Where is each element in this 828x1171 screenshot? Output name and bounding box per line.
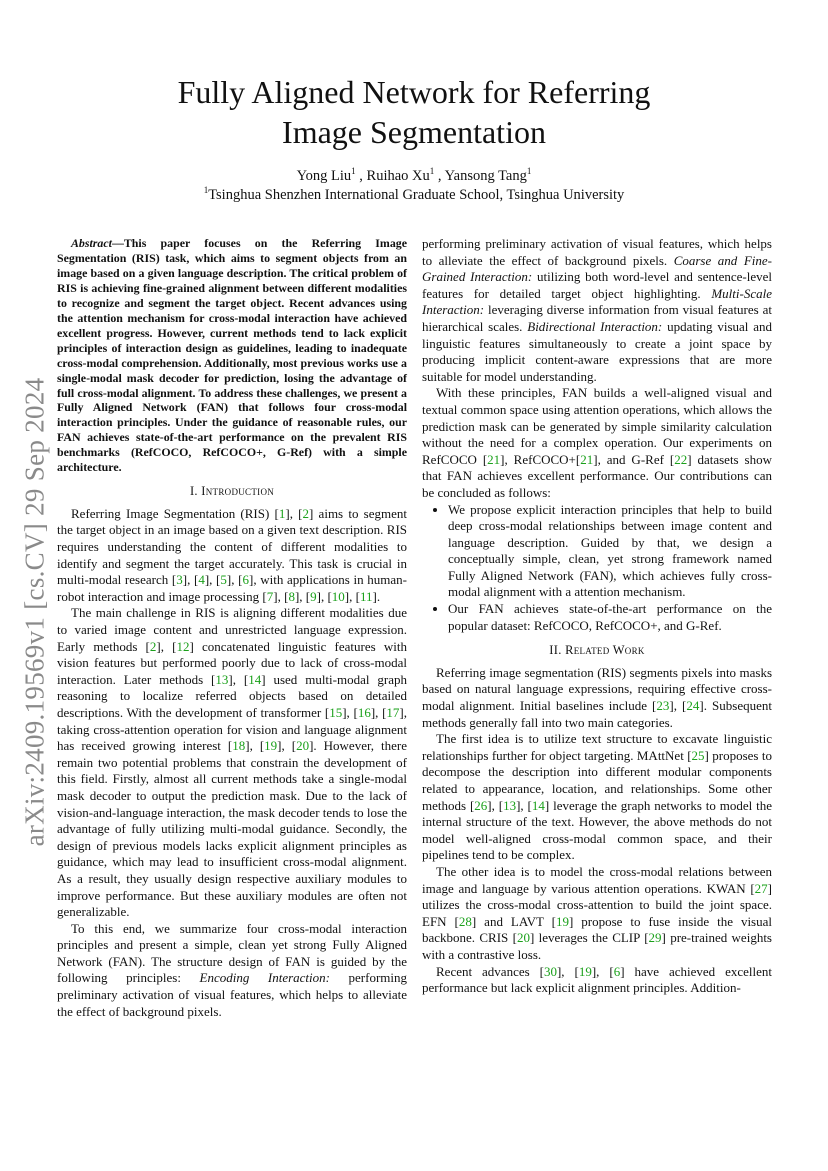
citation-link[interactable]: 16 xyxy=(357,704,371,720)
paragraph: The other idea is to model the cross-modal relations between image and language by various attention operations. KWAN [27] utilizes the cross-modal cross-attention to build the joint space. EFN [28] and LAVT [19] propose to fuse inside the visual backbone. CRIS [20] leverages the CLIP [29] pre-trained weights with a contrastive loss. xyxy=(422,863,772,962)
author-list: Yong Liu$^1$ , Ruihao Xu$^1$ , Yansong Tang$^1$ xyxy=(296,166,532,184)
citation-link[interactable]: 6 xyxy=(242,572,249,588)
paper-title xyxy=(100,72,728,152)
paragraph: Referring image segmentation (RIS) segments pixels into masks based on natural language expressions, requiring effective cross-modal alignment. Initial baselines include [23], [24]. Subsequent methods generally fall into two main categories. xyxy=(422,664,772,730)
citation-link[interactable]: 30 xyxy=(543,963,557,979)
section-heading-related-work: II. Related Work xyxy=(549,643,645,658)
citation-link[interactable]: 19 xyxy=(555,913,569,929)
citation-link[interactable]: 27 xyxy=(754,880,768,896)
citation-link[interactable]: 18 xyxy=(232,738,246,754)
citation-link[interactable]: 2 xyxy=(302,505,309,521)
arxiv-identifier: arXiv:2409.19569v1 [cs.CV] 29 Sep 2024 xyxy=(19,377,50,847)
affiliation: $^1$Tsinghua Shenzhen International Graduate School, Tsinghua University xyxy=(203,185,625,203)
abstract: Abstract—This paper focuses on the Referring Image Segmentation (RIS) task, which aims to segment objects from an image based on a given language description. The critical problem of RIS is achieving fine-grained alignment between different modalities to recognize and segment the target object. Recent advances using the attention mechanism for cross-modal interaction have achieved excellent progress. However, current methods tend to lack explicit principles of interaction design as guidelines, leading to inadequate cross-modal comprehension. Additionally, most previous works use a single-modal mask decoder for prediction, losing the advantage of full cross-modal alignment. To address these challenges, we present a Fully Aligned Network (FAN) that follows four cross-modal interaction principles. Under the guidance of reasonable rules, our FAN achieves state-of-the-art performance on the prevalent RIS benchmarks (RefCOCO, RefCOCO+, G-Ref) with a simple architecture. xyxy=(57,236,407,475)
citation-link[interactable]: 17 xyxy=(386,704,400,720)
abstract-label: Abstract xyxy=(71,236,112,250)
author-name: Ruihao Xu xyxy=(366,168,430,184)
citation-link[interactable]: 14 xyxy=(531,797,545,813)
citation-link[interactable]: 13 xyxy=(215,671,229,687)
citation-link[interactable]: 3 xyxy=(176,572,183,588)
citation-link[interactable]: 21 xyxy=(487,451,501,467)
list-item: • Our FAN achieves state-of-the-art performance on the popular dataset: RefCOCO, RefCOCO+, and G-Ref. xyxy=(448,601,772,634)
citation-link[interactable]: 6 xyxy=(613,963,621,979)
citation-link[interactable]: 20 xyxy=(516,930,530,946)
citation-link[interactable]: 5 xyxy=(220,572,227,588)
citation-link[interactable]: 14 xyxy=(248,671,262,687)
citation-link[interactable]: 12 xyxy=(176,638,190,654)
citation-link[interactable]: 22 xyxy=(674,451,688,467)
paragraph: With these principles, FAN builds a well-aligned visual and textual common space using attention operations, which allows the prediction mask can be generated by simple similarity calculation without the need for a complex operation. Our experiments on RefCOCO [21], RefCOCO+[21], and G-Ref [22] datasets show that FAN achieves excellent performance. Our contributions can be concluded as follows: xyxy=(422,385,772,500)
author-name: Yong Liu xyxy=(296,168,352,184)
paragraph: Recent advances [30], [19], [6] have achieved excellent performance but lack explicit alignment principles. Addition- xyxy=(422,963,772,996)
citation-link[interactable]: 4 xyxy=(198,572,205,588)
citation-link[interactable]: 8 xyxy=(288,588,295,604)
citation-link[interactable]: 24 xyxy=(686,698,700,714)
paragraph: Referring Image Segmentation (RIS) [1], [2] aims to segment the target object in an image based on a given text description. RIS requires understanding the content of different modalities to identify and segment the target accurately. This task is crucial in multi-modal research [3], [4], [5], [6], with applications in human-robot interaction and image processing [7], [8], [9], [10], [11]. xyxy=(57,505,407,604)
citation-link[interactable]: 20 xyxy=(296,738,310,754)
citation-link[interactable]: 10 xyxy=(331,588,345,604)
citation-link[interactable]: 11 xyxy=(359,588,373,604)
paragraph: To this end, we summarize four cross-modal interaction principles and present a simple, clean yet strong Fully Aligned Network (FAN). The structure design of FAN is guided by the following principles: Encoding Interaction: performing preliminary activation of visual features, which helps to alleviate the effect of background pixels. xyxy=(57,920,408,1019)
citation-link[interactable]: 26 xyxy=(474,797,488,813)
left-column xyxy=(57,236,408,1019)
right-column xyxy=(422,236,772,997)
citation-link[interactable]: 2 xyxy=(149,638,157,654)
citation-link[interactable]: 15 xyxy=(329,704,343,720)
citation-link[interactable]: 23 xyxy=(656,698,670,714)
citation-link[interactable]: 19 xyxy=(264,738,278,754)
citation-link[interactable]: 7 xyxy=(266,588,274,604)
citation-link[interactable]: 21 xyxy=(580,451,594,467)
paragraph: performing preliminary activation of visual features, which helps to alleviate the effect of background pixels. Coarse and Fine-Grained Interaction: utilizing both word-level and sentence-level features for detailed target object highlighting. Multi-Scale Interaction: leveraging diverse information from visual features at hierarchical scales. Bidirectional Interaction: updating visual and linguistic features simultaneously to create a joint space by producing implicit content-aware expressions that are more suitable for model understanding. xyxy=(422,236,773,384)
citation-link[interactable]: 1 xyxy=(278,505,286,521)
title-line-2: Image Segmentation xyxy=(282,114,546,150)
list-item: • We propose explicit interaction principles that help to build deep cross-modal relationships between image content and language description. Guided by that, we design a conceptually simple, clean, yet strong framework named Fully Aligned Network (FAN), which achieves fully cross-modal alignment with a attention mechanism. xyxy=(448,502,772,602)
citation-link[interactable]: 13 xyxy=(503,797,517,813)
author-name: Yansong Tang xyxy=(444,168,527,184)
citation-link[interactable]: 9 xyxy=(310,588,317,604)
citation-link[interactable]: 29 xyxy=(648,930,662,946)
title-line-1: Fully Aligned Network for Referring xyxy=(177,74,651,110)
citation-link[interactable]: 19 xyxy=(578,963,592,979)
section-heading-introduction: I. Introduction xyxy=(189,484,275,499)
paragraph: The first idea is to utilize text structure to excavate linguistic relationships further for object targeting. MAttNet [25] proposes to decompose the description into different modular components related to appearance, location, and relationships. Some other methods [26], [13], [14] leverage the graph networks to model the internal structure of the text. However, the above methods do not model well-aligned cross-modal common space, and their pipelines tend to be complex. xyxy=(422,731,772,863)
contribution-list xyxy=(422,502,772,635)
paragraph: The main challenge in RIS is aligning different modalities due to varied image content and unrestricted language expression. Early methods [2], [12] concatenated linguistic features with vision features but performed poorly due to lack of cross-modal interaction. Later methods [13], [14] used multi-modal graph reasoning to localize referred objects based on detailed descriptions. With the development of transformer [15], [16], [17], taking cross-attention operation for vision and language alignment has received growing interest [18], [19], [20]. However, there remain two potential problems that constrain the development of this field. Firstly, almost all current methods take a single-modal mask decoder to output the prediction mask. Due to the lack of vision-and-language interaction, the mask decoder tends to lose the advantage of fully utilizing multi-modal guidance. Secondly, the design of previous models lacks explicit alignment principles as guidance, which may lead to insufficient cross-modal alignment. As a result, they usually design respective auxiliary modules to improve performance. But these auxiliary modules are often not generalizable. xyxy=(57,605,407,920)
citation-link[interactable]: 25 xyxy=(691,747,705,763)
citation-link[interactable]: 28 xyxy=(458,913,472,929)
